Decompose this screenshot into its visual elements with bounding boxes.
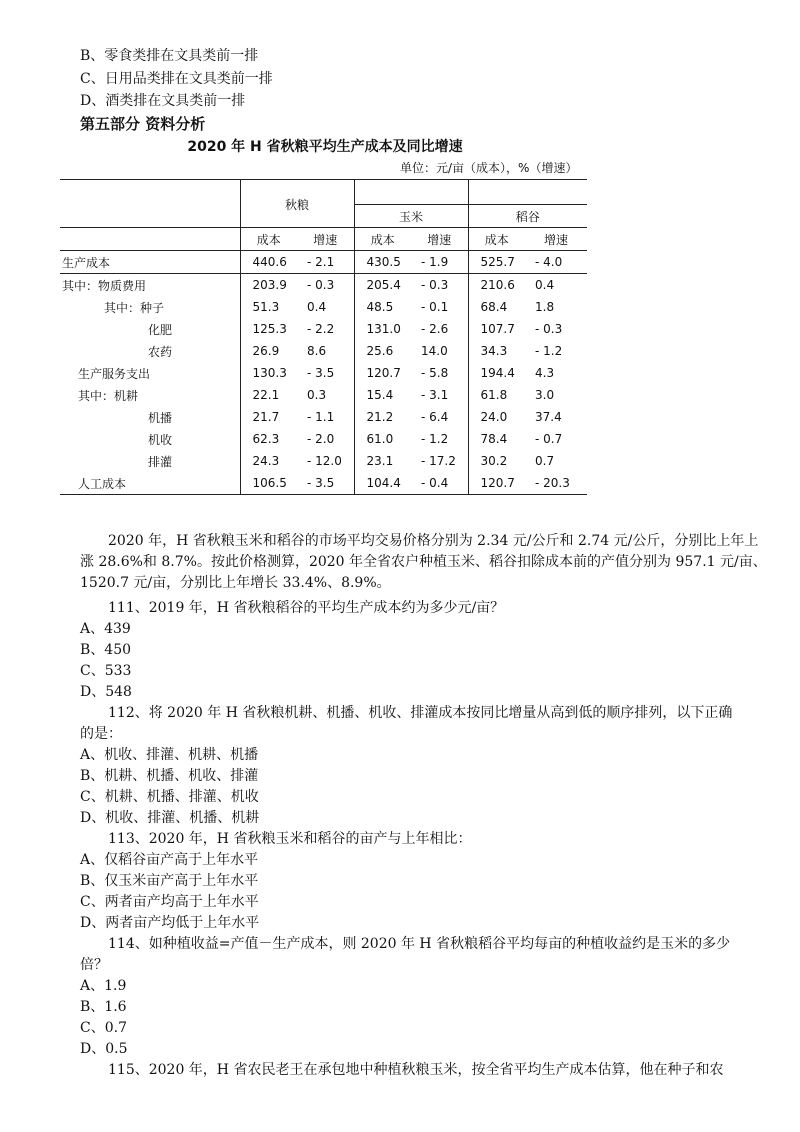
question-stem: 112、将 2020 年 H 省秋粮机耕、机播、机收、排灌成本按同比增量从高到低的顺序排列，以下正确 [108,705,733,721]
answer-option: C、两者亩产均高于上年水平 [80,894,259,910]
table-row [60,274,587,297]
subheader: 成本 [354,228,411,251]
cell: 15.4 [354,384,411,406]
answer-option: B、1.6 [80,999,127,1015]
cell: 0.4 [535,278,555,292]
answer-option: A、439 [80,621,131,637]
table-row [60,362,587,384]
table-row [60,296,587,318]
cell: 125.3 [240,318,297,340]
cell: 0.7 [535,454,555,468]
subheader: 增速 [411,228,468,251]
cell: 24.3 [240,450,297,472]
answer-option: D、548 [80,684,132,700]
question-stem: 114、如种植收益=产值－生产成本，则 2020 年 H 省秋粮稻谷平均每亩的种植收益约是玉米的多少 [108,936,731,952]
cell: 1.8 [535,300,555,314]
answer-option: D、机收、排灌、机播、机耕 [80,810,260,826]
header-daogu: 稻谷 [468,205,587,228]
cell: - 2.2 [307,322,335,336]
cell: 22.1 [240,384,297,406]
header-qiuliang: 秋粮 [240,180,354,228]
cell: 4.3 [535,366,555,380]
question-stem: 115、2020 年，H 省农民老王在承包地中种植秋粮玉米，按全省平均生产成本估算，他在种子和农 [108,1062,724,1078]
table-row [60,406,587,428]
cell: 78.4 [468,428,525,450]
answer-option: D、0.5 [80,1041,128,1057]
table-row [60,428,587,450]
question-stem: 111、2019 年，H 省秋粮稻谷的平均生产成本约为多少元/亩？ [108,600,505,616]
cell: 37.4 [535,410,562,424]
row-label: 其中：种子 [104,300,165,315]
cell: - 3.1 [421,388,449,402]
cell: 106.5 [240,472,297,495]
cell: - 0.1 [421,300,449,314]
table-row [60,340,587,362]
cell: - 3.5 [307,366,335,380]
cell: 61.8 [468,384,525,406]
cell: - 0.3 [307,278,335,292]
cell: 120.7 [468,472,525,495]
cell: 21.7 [240,406,297,428]
answer-option: A、1.9 [80,978,127,994]
cell: 205.4 [354,274,411,297]
row-label: 人工成本 [60,472,240,495]
subheader: 增速 [297,228,354,251]
cell: 525.7 [468,251,525,274]
row-label: 生产成本 [60,251,240,274]
cell: 14.0 [421,344,448,358]
cell: - 1.1 [307,410,335,424]
cell: 48.5 [354,296,411,318]
cell: 30.2 [468,450,525,472]
cell: 131.0 [354,318,411,340]
cell: 21.2 [354,406,411,428]
cell: - 2.0 [307,432,335,446]
table-unit: 单位：元/亩（成本），%（增速） [400,161,578,175]
cell: 0.4 [307,300,327,314]
cell: - 0.3 [421,278,449,292]
subheader: 成本 [468,228,525,251]
cell: 8.6 [307,344,327,358]
option-line: D、酒类排在文具类前一排 [80,93,246,109]
row-label: 农药 [148,344,173,359]
answer-option: A、机收、排灌、机耕、机播 [80,747,259,763]
cell: 68.4 [468,296,525,318]
section-title: 第五部分 资料分析 [80,115,206,133]
cell: 440.6 [240,251,297,274]
answer-option: C、机耕、机播、排灌、机收 [80,789,259,805]
header-yumi: 玉米 [354,205,468,228]
row-label: 其中：物质费用 [62,278,147,293]
row-label: 排灌 [148,454,173,469]
cell: 430.5 [354,251,411,274]
table-row [60,251,587,274]
answer-option: B、450 [80,642,132,658]
row-label: 化肥 [148,322,173,337]
cell: - 6.4 [421,410,449,424]
cell: - 2.1 [297,251,354,274]
cell: - 0.4 [411,472,468,495]
row-label: 生产服务支出 [78,366,151,381]
answer-option: B、机耕、机播、机收、排灌 [80,768,259,784]
option-line: C、日用品类排在文具类前一排 [80,71,273,87]
question-stem: 倍？ [80,957,108,973]
answer-option: C、533 [80,663,132,679]
cell: 62.3 [240,428,297,450]
answer-option: D、两者亩产均低于上年水平 [80,915,260,931]
cell: - 17.2 [421,454,456,468]
cell: 25.6 [354,340,411,362]
row-label: 机播 [148,410,173,425]
cost-table [60,179,587,495]
cell: 203.9 [240,274,297,297]
cell: - 3.5 [297,472,354,495]
cell: 104.4 [354,472,411,495]
cell: 26.9 [240,340,297,362]
subheader: 成本 [240,228,297,251]
cell: - 1.2 [535,344,563,358]
cell: - 1.2 [421,432,449,446]
table-row [60,450,587,472]
answer-option: A、仅稻谷亩产高于上年水平 [80,852,259,868]
cell: - 20.3 [525,472,587,495]
cell: 0.3 [307,388,327,402]
material-paragraph: 2020 年，H 省秋粮玉米和稻谷的市场平均交易价格分别为 2.34 元/公斤和 2.74 元/公斤，分别比上年上涨 28.6%和 8.7%。按此价格测算，2020 年全省农户种植玉米、稻谷扣除成本前的产值分别为 957.1 元/亩、1520.7 元/亩，分别比上年增长 33.4%、8.9%。 [80,533,767,591]
table-row [60,384,587,406]
row-label: 机收 [148,432,173,447]
question-stem: 的是： [80,726,122,742]
cell: - 5.8 [421,366,449,380]
cell: 24.0 [468,406,525,428]
cell: 61.0 [354,428,411,450]
cell: 194.4 [468,362,525,384]
cell: 3.0 [535,388,555,402]
question-stem: 113、2020 年，H 省秋粮玉米和稻谷的亩产与上年相比： [108,831,472,847]
table-row [60,472,587,495]
cell: - 4.0 [525,251,587,274]
cell: - 0.3 [535,322,563,336]
cell: 51.3 [240,296,297,318]
answer-option: B、仅玉米亩产高于上年水平 [80,873,259,889]
cell: 210.6 [468,274,525,297]
cell: 23.1 [354,450,411,472]
option-line: B、零食类排在文具类前一排 [80,48,259,64]
cell: 107.7 [468,318,525,340]
cell: - 0.7 [535,432,563,446]
cell: 120.7 [354,362,411,384]
cell: 130.3 [240,362,297,384]
subheader: 增速 [525,228,587,251]
answer-option: C、0.7 [80,1020,127,1036]
table-title: 2020 年 H 省秋粮平均生产成本及同比增速 [187,139,463,155]
cell: 34.3 [468,340,525,362]
cell: - 12.0 [307,454,342,468]
cell: - 1.9 [411,251,468,274]
cell: - 2.6 [421,322,449,336]
row-label: 其中：机耕 [78,388,139,403]
table-row [60,318,587,340]
